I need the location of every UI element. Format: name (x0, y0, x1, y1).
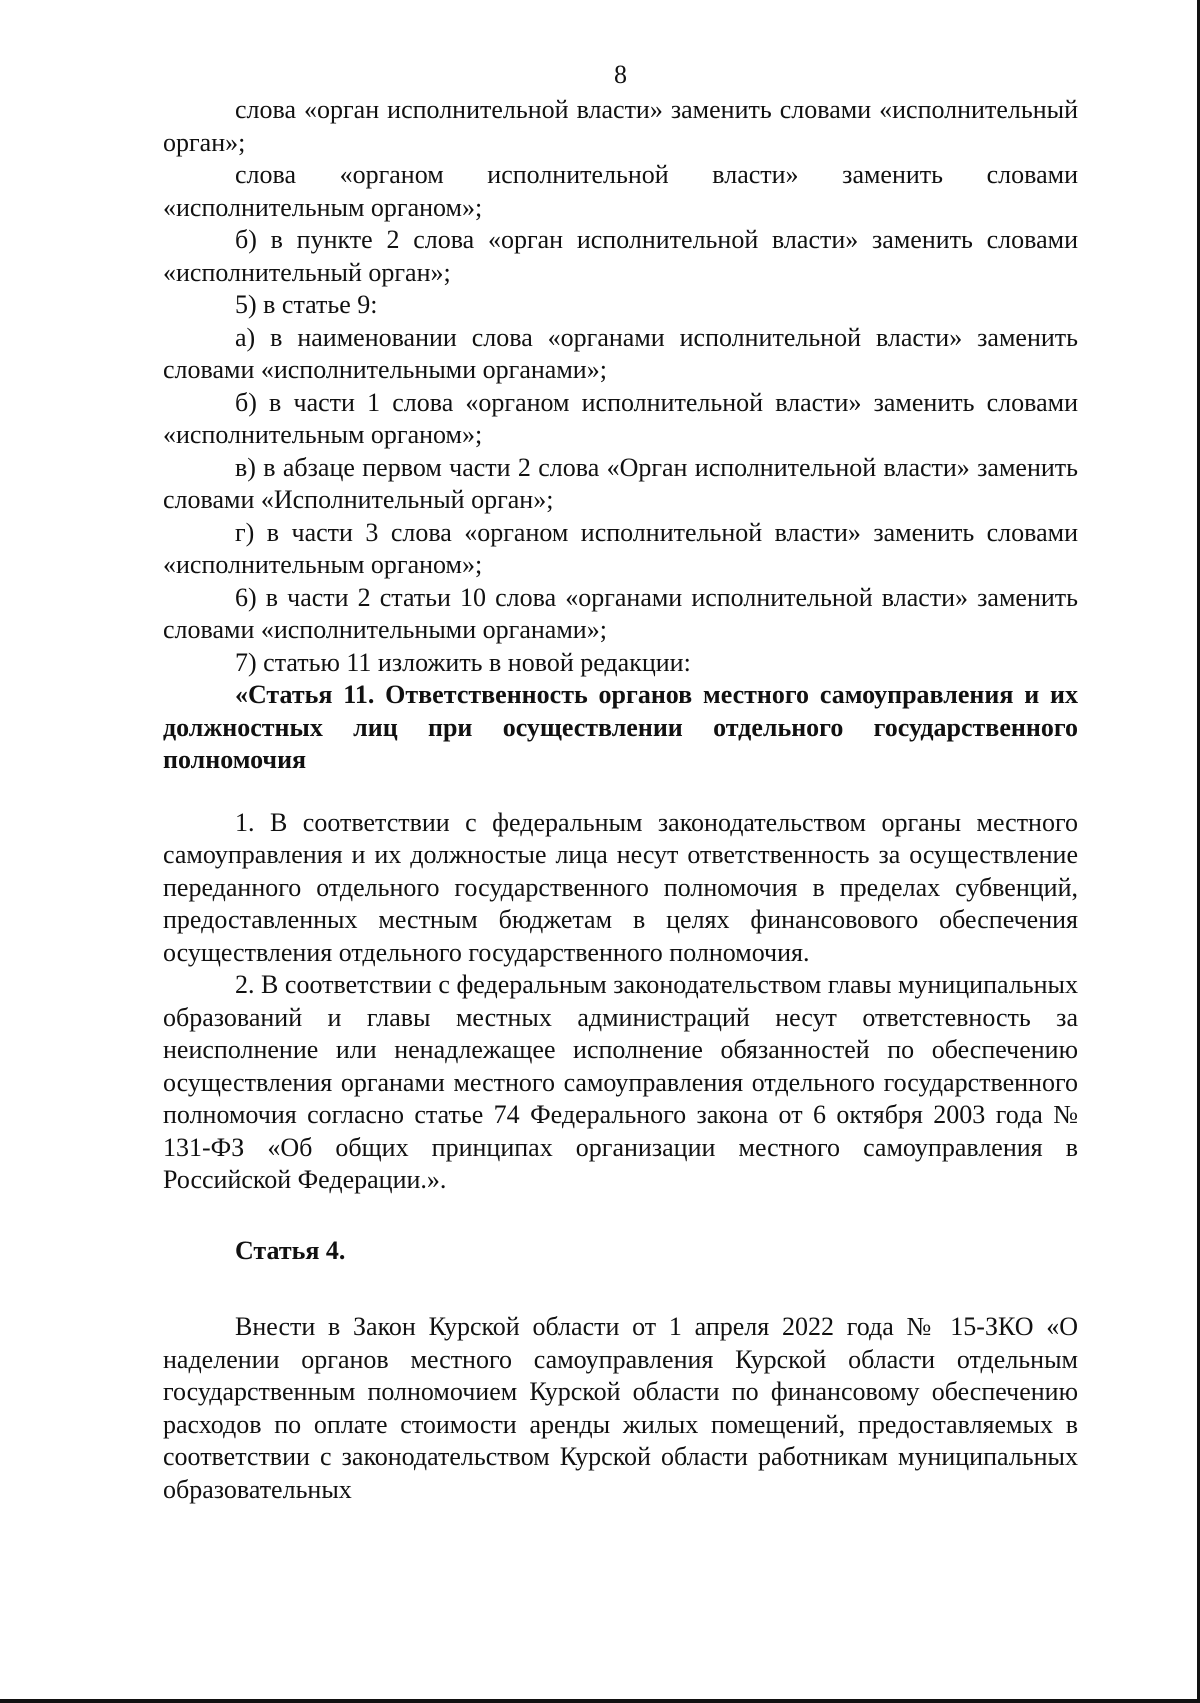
spacer (163, 777, 1078, 807)
paragraph: б) в части 1 слова «органом исполнительной власти» заменить словами «исполнительным органом»; (163, 387, 1078, 449)
paragraph: а) в наименовании слова «органами исполнительной власти» заменить словами «исполнительными органами»; (163, 322, 1078, 384)
paragraph: слова «орган исполнительной власти» заменить словами «исполнительный орган»; (163, 95, 1078, 157)
article-11-heading: «Статья 11. Ответственность органов местного самоуправления и их должностных лиц при осуществлении отдельного государственного полномочия (163, 680, 1078, 774)
spacer (163, 1267, 1078, 1311)
paragraph: г) в части 3 слова «органом исполнительной власти» заменить словами «исполнительным органом»; (163, 517, 1078, 579)
page-number: 8 (614, 60, 627, 89)
paragraph: 7) статью 11 изложить в новой редакции: (235, 647, 691, 677)
document-page (163, 58, 1078, 1506)
article-4-paragraph: Внести в Закон Курской области от 1 апреля 2022 года № 15-ЗКО «О наделении органов местного самоуправления Курской области отдельным государственным полномочием Курской области по финансовому обеспечению расходов по оплате стоимости аренды жилых помещений, предоставляемых в соответствии с законодательством Курской области работникам муниципальных образовательных (163, 1312, 1078, 1504)
article-4-heading: Статья 4. (235, 1235, 346, 1265)
paragraph: в) в абзаце первом части 2 слова «Орган исполнительной власти» заменить словами «Исполнительный орган»; (163, 452, 1078, 514)
article-11-paragraph: 1. В соответствии с федеральным законодательством органы местного самоуправления и их должностые лица несут ответственность за осуществление переданного отдельного государственного полномочия в пределах субвенций, предоставленных местным бюджетам в целях финансовового обеспечения осуществления отдельного государственного полномочия. (163, 807, 1078, 967)
paragraph: б) в пункте 2 слова «орган исполнительной власти» заменить словами «исполнительный орган»; (163, 225, 1078, 287)
paragraph: слова «органом исполнительной власти» заменить словами «исполнительным органом»; (163, 160, 1078, 222)
scan-border-bottom (0, 1699, 1200, 1703)
spacer (163, 1197, 1078, 1235)
article-11-paragraph: 2. В соответствии с федеральным законодательством главы муниципальных образований и главы местных администраций несут ответстевность за неисполнение или ненадлежащее исполнение обязанностей по обеспечению осуществления органами местного самоуправления отдельного государственного полномочия согласно статье 74 Федерального закона от 6 октября 2003 года № 131-ФЗ «Об общих принципах организации местного самоуправления в Российской Федерации.». (163, 970, 1078, 1194)
paragraph: 5) в статье 9: (235, 290, 378, 319)
paragraph: 6) в части 2 статьи 10 слова «органами исполнительной власти» заменить словами «исполнительными органами»; (163, 582, 1078, 644)
